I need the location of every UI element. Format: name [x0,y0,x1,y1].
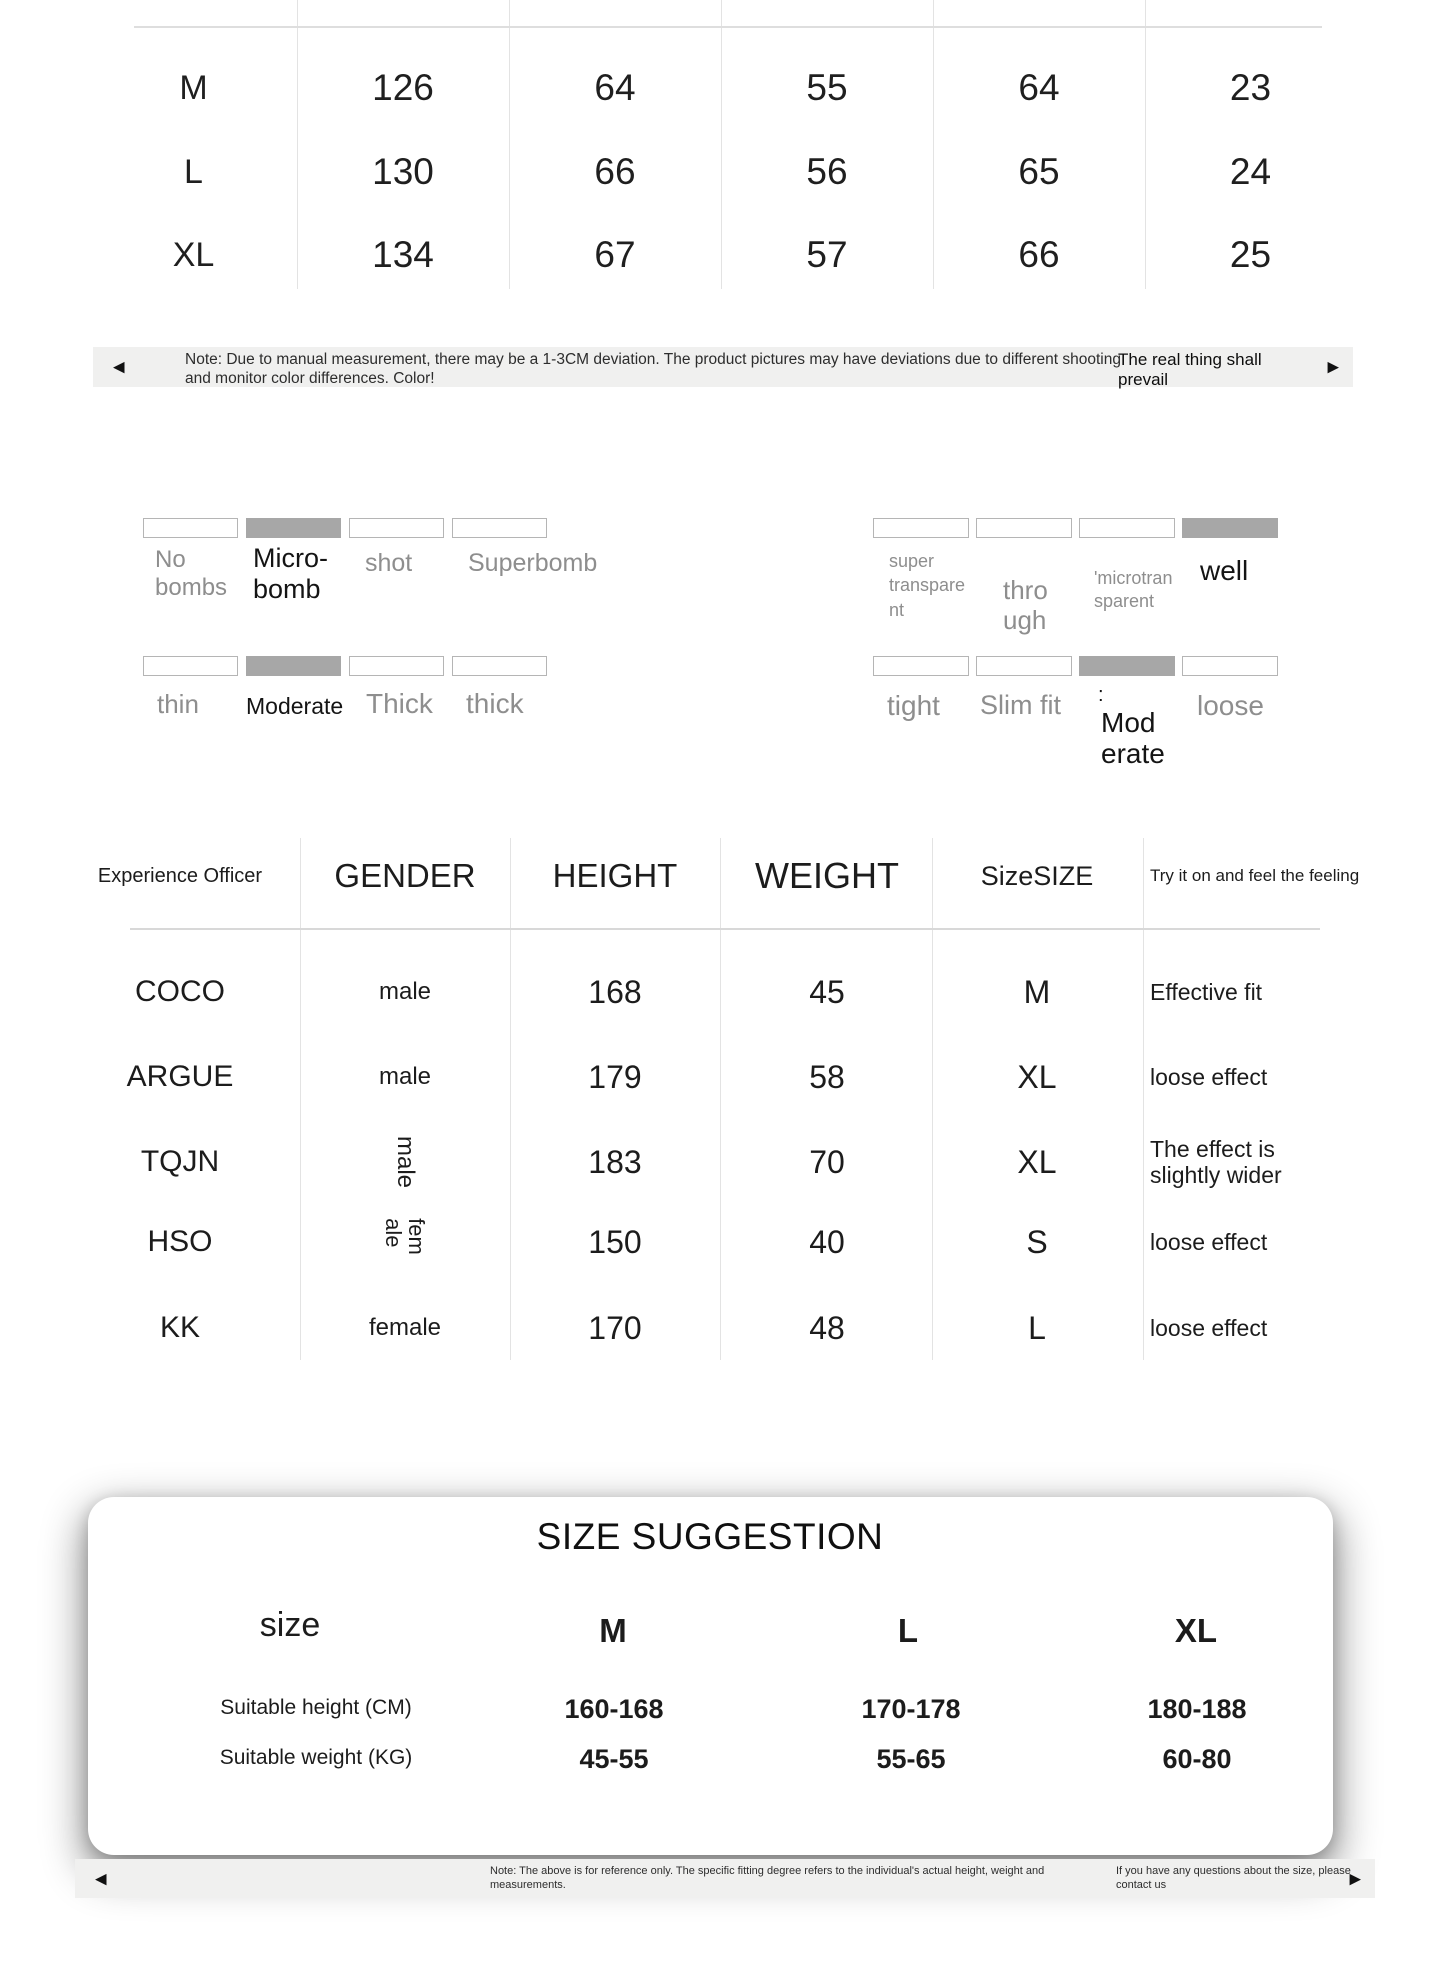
next-arrow-icon[interactable]: ▶ [1349,1870,1361,1887]
scale-segment [349,656,444,676]
measurement-value: 64 [594,67,636,108]
column-header: GENDER [334,857,476,894]
officer-fit-feedback: loose effect [1150,1063,1268,1090]
measurement-value: 57 [806,234,848,275]
measurement-value: 64 [1018,67,1060,108]
transparency-label: super transparent [889,551,966,620]
officer-size: M [1023,973,1051,1010]
transparency-scale [873,518,1285,538]
table-row [90,222,1356,288]
officer-name: TQJN [140,1145,220,1178]
next-arrow-icon[interactable]: ▶ [1327,358,1339,376]
suitable-height-value: 160-168 [564,1694,664,1724]
scale-segment-selected [246,518,341,538]
fit-label: tight [887,690,940,721]
size-suggestion-title: SIZE SUGGESTION [536,1516,884,1557]
officer-weight: 48 [809,1309,845,1346]
officer-height: 168 [588,973,642,1010]
officer-weight: 45 [809,973,845,1010]
scale-segment [976,656,1072,676]
scale-segment [976,518,1072,538]
elasticity-label: shot [365,549,413,577]
officer-name: COCO [135,975,225,1008]
table-header-row [0,841,1445,911]
measurement-disclaimer: Note: Due to manual measurement, there may be a 1-3CM deviation. The product pictures may have deviations due to different shooting and monitor color differences. Color! [185,351,1121,387]
size-row-label: size [259,1606,321,1644]
officer-weight: 40 [809,1223,845,1260]
scale-segment [452,518,547,538]
elasticity-label-selected: Micro-bomb [253,543,328,605]
measurement-value: 55 [806,67,848,108]
measurement-value: 56 [806,151,848,192]
elasticity-label: Superbomb [468,549,598,577]
suitable-weight-value: 45-55 [579,1744,649,1774]
scale-segment [143,656,238,676]
officer-name: ARGUE [126,1060,234,1093]
size-label: L [184,152,203,191]
table-row [0,957,1445,1027]
fit-label-prefix: : [1098,684,1104,706]
top-notice-bar [93,347,1353,387]
scale-segment-selected [246,656,341,676]
real-thing-note: The real thing shall prevail [1118,350,1262,389]
scale-segment-selected [1079,656,1175,676]
column-header: HEIGHT [552,857,678,894]
officer-fit-feedback: Effective fit [1150,978,1263,1005]
suitable-height-value: 170-178 [861,1694,961,1724]
prev-arrow-icon[interactable]: ◀ [113,358,125,376]
column-header: Experience Officer [97,864,263,887]
fit-label-selected: Moderate [1101,707,1165,769]
measurement-value: 134 [372,234,434,275]
thickness-label-selected: Moderate [246,693,344,719]
table-row [0,1293,1445,1363]
officer-gender: male [378,1063,432,1090]
officer-size: XL [1017,1143,1057,1180]
thickness-label: thick [466,688,524,719]
table-header-divider [130,928,1320,930]
column-header: SizeSIZE [980,860,1094,891]
elasticity-scale [143,518,555,538]
suitable-height-label: Suitable height (CM) [220,1696,412,1719]
thickness-label: thin [157,689,199,719]
measurement-value: 126 [372,67,434,108]
measurement-value: 25 [1229,234,1272,275]
measurement-value: 24 [1229,151,1272,192]
transparency-label-selected: well [1200,555,1249,586]
size-column-xl: XL [1174,1612,1218,1649]
officer-height: 183 [588,1143,642,1180]
contact-us-note: If you have any questions about the size, please contact us [1116,1865,1351,1892]
suitable-weight-value: 55-65 [876,1744,946,1774]
officer-height: 170 [588,1309,642,1346]
table-row [90,55,1356,121]
measurement-value: 67 [594,234,636,275]
officer-weight: 58 [809,1058,845,1095]
size-label: M [179,68,208,107]
suitable-weight-value: 60-80 [1162,1744,1232,1774]
bottom-notice-bar [75,1859,1375,1898]
measurement-value: 65 [1018,151,1060,192]
suitable-height-value: 180-188 [1147,1694,1247,1724]
size-column-m: M [599,1612,627,1649]
officer-name: HSO [147,1225,213,1258]
scale-segment [873,518,969,538]
officer-size: L [1028,1309,1046,1346]
prev-arrow-icon[interactable]: ◀ [95,1870,107,1887]
measurement-value: 23 [1229,67,1272,108]
suitable-weight-label: Suitable weight (KG) [219,1746,413,1769]
measurement-value: 66 [1018,234,1060,275]
scale-segment [873,656,969,676]
size-label: XL [172,235,215,274]
fit-label: Slim fit [980,690,1061,720]
officer-weight: 70 [809,1143,845,1180]
officer-gender: female [368,1314,442,1341]
officer-size: XL [1017,1058,1057,1095]
officer-gender-rotated [305,1207,505,1277]
officer-fit-feedback: loose effect [1150,1314,1268,1341]
measurement-value: 130 [372,151,434,192]
officer-fit-feedback: loose effect [1150,1228,1268,1255]
table-row [90,139,1356,205]
table-row [0,1207,1445,1277]
thickness-label: Thick [366,688,433,719]
fit-label: loose [1197,690,1264,721]
officer-height: 150 [588,1223,642,1260]
scale-segment [143,518,238,538]
scale-segment-selected [1182,518,1278,538]
officer-height: 179 [588,1058,642,1095]
table-header-divider [134,26,1322,28]
column-header: WEIGHT [755,855,899,896]
size-column-l: L [897,1612,919,1649]
table-row [0,1042,1445,1112]
elasticity-label: No bombs [155,546,228,601]
fit-scale [873,656,1285,676]
table-row [0,1127,1445,1197]
officer-size: S [1026,1223,1048,1260]
scale-segment [1079,518,1175,538]
rotated-gender-text: male [392,1135,419,1189]
officer-gender-rotated [305,1127,505,1197]
officer-fit-feedback: The effect is slightly wider [1150,1135,1282,1188]
reference-disclaimer: Note: The above is for reference only. The specific fitting degree refers to the individual's actual height, weight and measurements. [490,1865,1045,1892]
officer-name: KK [159,1311,201,1344]
thickness-scale [143,656,555,676]
column-header: Try it on and feel the feeling [1150,866,1360,886]
scale-segment [349,518,444,538]
rotated-gender-text: female [381,1218,430,1255]
scale-segment [1182,656,1278,676]
measurement-value: 66 [594,151,636,192]
scale-segment [452,656,547,676]
transparency-label: through [1003,575,1048,635]
transparency-label: 'microtransparent [1094,568,1173,612]
officer-gender: male [378,978,432,1005]
